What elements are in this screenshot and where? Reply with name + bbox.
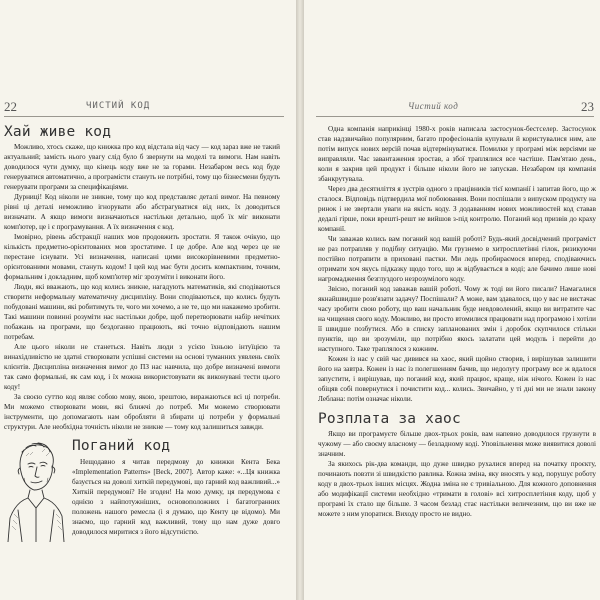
paragraph: Кожен із нас у свій час дивився на хаос, який щойно створив, і вирішував залишити його на завтра. Кожен із нас із полегшенням бачив, що недолугу програму все ж вдалося запустити, і вирішував, що поганий код, який працює, краще, ніж нічого. Кожен із нас обіцяв собі повернутися і почистити код... колись. Звичайно, у ті дні ми не знали закону Леблана: потім означає ніколи. — [318, 355, 596, 403]
left-page-number: 22 — [4, 99, 17, 114]
right-page-number: 23 — [581, 99, 594, 114]
section-heading-cost-of-mess: Розплата за хаос — [318, 411, 461, 427]
bad-code-section — [4, 438, 280, 588]
paragraph: Дурниці! Код ніколи не зникне, тому що код представляє деталі вимог. На певному рівні ці деталі неможливо ігнорувати або абстрагуватися від них, їх доводиться визначати. А якщо вимоги визначаються настільки детально, щоб їх міг виконати комп'ютер, це і є програмування. А їх визначення є код. — [4, 193, 280, 231]
paragraph: Люди, які вважають, що код колись зникне, нагадують математиків, які сподіваються створити неформальну математичну дисципліну. Вони сподіваються, що колись будуть побудовані машини, які робитимуть те, чого ми хочемо, а не те, що ми накажемо зробити. Такі машини повинні розуміти нас настільки добре, щоб перетворювати набір нечітких побажань на програми, що бездоганно працюють, які точно відповідають нашим потребам. — [4, 283, 280, 341]
section-heading-bad-code: Поганий код — [72, 438, 171, 454]
book-gutter — [296, 0, 304, 600]
left-page — [0, 0, 296, 600]
right-running-title: Чистий код — [408, 101, 459, 111]
left-page-content — [4, 124, 280, 588]
right-page-header — [316, 98, 594, 117]
paragraph: Одна компанія наприкінці 1980-х років написала застосунок-бестселер. Застосунок став надзвичайно популярним, багато професіоналів купували й користувалися ним, але потім випуск нових версій почав відтермінуватися. Помилки у програмі між версіями не виправляли. Час завантаження зростав, а збої траплялися все частіше. Пам'ятаю день, коли я закрив цей продукт і більше ніколи його не запускав. Незабаром ця компанія збанкрутувала. — [318, 125, 596, 183]
section-heading-code-lives: Хай живе код — [4, 124, 112, 140]
paragraph: Нещодавно я читав передмову до книжки Кента Бека «Implementation Patterns» [Beck, 2007]. Автор каже: «...Ця книжка базується на доволі хиткій передумові, що гарний код важливий...» Хиткій передумові? Не згоден! На мою думку, ця передумова є однією з найпотужніших, основоположних і багатогранних положень нашого ремесла (і я думаю, що Кенту це відомо). Ми знаємо, що гарний код важливий, тому що нам дуже довго доводилося миритися з його відсутністю. — [72, 458, 280, 536]
paragraph: Через два десятиліття я зустрів одного з працівників тієї компанії і запитав його, що ж сталося. Відповідь підтвердила мої побоювання. Вони поспішали з випуском продукту на ринок і не звертали уваги на якість коду. З додаванням нових можливостей код ставав дедалі гірше, поки врешті-решт не вийшов з-під контролю. Поганий код призвів до краху компанії. — [318, 185, 596, 233]
right-page-content — [318, 124, 596, 519]
paragraph: За якихось рік-два команди, що дуже швидко рухалися вперед на початку проєкту, починають повзти зі швидкістю равлика. Кожна зміна, яку вносять у код, порушує роботу коду в двох-трьох інших місцях. Жодна зміна не є тривіальною. Для кожного доповнення або модифікації системи необхідно «тримати в голові» всі хитросплетіння коду, щоб у програмі їх стало ще більше. З часом безлад стає настільки величезним, що ви вже не можете з ним упоратися. Виходу просто не видно. — [318, 460, 596, 518]
paragraph: Можливо, хтось скаже, що книжка про код відстала від часу — код зараз вже не такий актуальний; замість нього увагу слід було б звернути на моделі та вимоги. Нам навіть доводилося чути думку, що кінець коду вже не за горами. Незабаром весь код буде генеруватися автоматично, а програмісти стануть не потрібні, тому що бізнесмени будуть генерувати програми за специфікаціями. — [4, 143, 280, 191]
paragraph: Але цього ніколи не станеться. Навіть люди з усією їхньою інтуїцією та винахідливістю не здатні створювати успішні системи на основі туманних уявлень своїх клієнтів. Дисципліна визначення вимог до ПЗ нас навчила, що добре визначені вимоги так само формальні, як сам код, і їх можна використовувати як виконувані тести цього коду! — [4, 343, 280, 391]
left-running-title: ЧИСТИЙ КОД — [86, 101, 151, 111]
paragraph: За своєю суттю код являє собою мову, якою, зрештою, виражаються всі ці потреби. Ми можемо створювати мови, які ближчі до потреб. Ми можемо створювати інструменти, що допомагають нам обробляти й збирати ці потреби у формальні структури. Але необхідна точність ніколи не зникне — тому код залишиться завжди. — [4, 393, 280, 431]
left-page-header — [4, 98, 284, 117]
paragraph: Імовірно, рівень абстракції наших мов продовжить зростати. Я також очікую, що кількість предметно-орієнтованих мов зростатиме. І це добре. Але код через це не перестане існувати. Усі визначення, написані цими високорівневими предметно-орієнтованими мовами, стануть кодом! І цей код має бути досить компактним, точним, формальним і докладним, щоб комп'ютер міг зрозуміти і виконати його. — [4, 233, 280, 281]
paragraph: Звісно, поганий код заважав вашій роботі. Чому ж тоді ви його писали? Намагалися якнайшвидше розв'язати задачу? Поспішали? А може, вам здавалося, що у вас не вистачає часу зробити свою роботу, що ваш начальник буде невдоволений, якщо ви витратите час на чищення свого коду. Можливо, ви просто втомилися працювати над програмою і хотіли її швидше позбутися. Або в списку запланованих змін і доробок скупчилося стільки пунктів, що ви зрозуміли, що потрібно якось залатати цей модуль і перейти до наступного. Таке траплялося з кожним. — [318, 285, 596, 353]
author-portrait-sketch — [4, 438, 66, 542]
paragraph: Чи заважав колись вам поганий код вашій роботі? Будь-який досвідчений програміст не раз потрапляв у подібну ситуацію. Ми грузнемо в хитросплетінні гілок, ризикуючи постійно потрапити в приховані пастки. Ми ледь пробираємося вперед, сподіваючись отримати хоч якусь підказку щодо того, що ж відбувається в коді; але бачимо лише нові нагромадження безглуздого незрозумілого коду. — [318, 235, 596, 283]
right-page — [304, 0, 600, 600]
paragraph: Якщо ви програмуєте більше двох-трьох років, вам напевно доводилося грузнути в чужому — або своєму власному — безладному коді. Уповільнення може виявитися доволі значним. — [318, 430, 596, 458]
bad-code-text — [72, 438, 280, 537]
